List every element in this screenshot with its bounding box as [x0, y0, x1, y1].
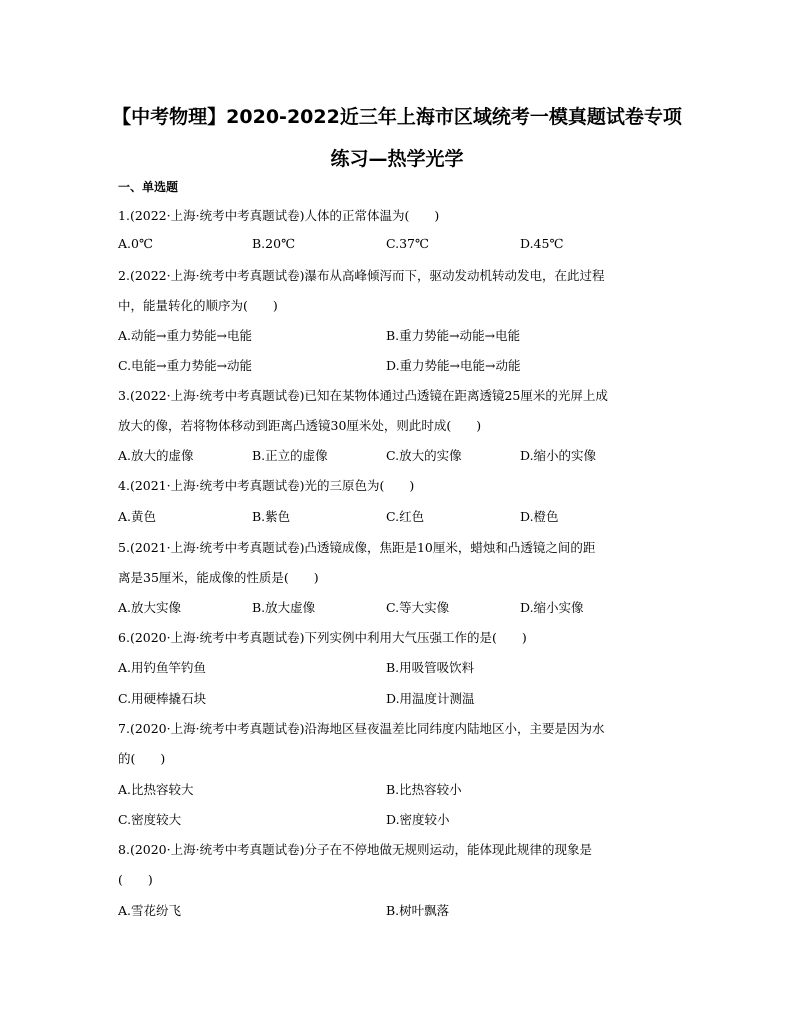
question-7: 7.(2020·上海·统考中考真题试卷)沿海地区昼夜温差比同纬度内陆地区小，主要是因为水 [118, 721, 605, 736]
q4-option-d: D.橙色 [520, 509, 559, 524]
q3-option-a: A.放大的虚像 [118, 448, 194, 463]
q5-option-b: B.放大虚像 [252, 600, 316, 615]
section-heading: 一、单选题 [118, 180, 179, 194]
question-2: 2.(2022·上海·统考中考真题试卷)瀑布从高峰倾泻而下，驱动发动机转动发电，在此过程 [118, 268, 605, 283]
question-7-cont: 的( ) [118, 751, 166, 766]
q3-option-b: B.正立的虚像 [252, 448, 328, 463]
q8-option-b: B.树叶飘落 [386, 903, 450, 918]
question-4: 4.(2021·上海·统考中考真题试卷)光的三原色为( ) [118, 478, 415, 493]
q1-option-b: B.20℃ [252, 236, 296, 251]
question-5: 5.(2021·上海·统考中考真题试卷)凸透镜成像，焦距是10厘米，蜡烛和凸透镜之间的距 [118, 540, 596, 555]
q5-option-c: C.等大实像 [386, 600, 450, 615]
document-title-line-2: 练习—热学光学 [330, 148, 464, 170]
q1-option-d: D.45℃ [520, 236, 564, 251]
question-2-cont: 中，能量转化的顺序为( ) [118, 298, 278, 313]
q6-option-b: B.用吸管吸饮料 [386, 660, 475, 675]
question-3: 3.(2022·上海·统考中考真题试卷)已知在某物体通过凸透镜在距离透镜25厘米的光屏上成 [118, 388, 608, 403]
q2-option-b: B.重力势能→动能→电能 [386, 328, 521, 343]
q1-option-a: A.0℃ [118, 236, 153, 251]
q6-option-d: D.用温度计测温 [386, 691, 475, 706]
q2-option-c: C.电能→重力势能→动能 [118, 358, 253, 373]
q2-option-d: D.重力势能→电能→动能 [386, 358, 521, 373]
q5-option-d: D.缩小实像 [520, 600, 584, 615]
question-8-cont: ( ) [118, 872, 153, 887]
q5-option-a: A.放大实像 [118, 600, 182, 615]
q8-option-a: A.雪花纷飞 [118, 903, 182, 918]
question-3-cont: 放大的像，若将物体移动到距离凸透镜30厘米处，则此时成( ) [118, 418, 482, 433]
question-6: 6.(2020·上海·统考中考真题试卷)下列实例中利用大气压强工作的是( ) [118, 630, 527, 645]
q4-option-a: A.黄色 [118, 509, 157, 524]
q4-option-b: B.紫色 [252, 509, 291, 524]
q7-option-c: C.密度较大 [118, 812, 182, 827]
question-5-cont: 离是35厘米，能成像的性质是( ) [118, 570, 319, 585]
q6-option-c: C.用硬棒撬石块 [118, 691, 207, 706]
q7-option-d: D.密度较小 [386, 812, 450, 827]
question-1: 1.(2022·上海·统考中考真题试卷)人体的正常体温为( ) [118, 208, 440, 223]
q3-option-c: C.放大的实像 [386, 448, 462, 463]
q4-option-c: C.红色 [386, 509, 425, 524]
q7-option-b: B.比热容较小 [386, 782, 462, 797]
q2-option-a: A.动能→重力势能→电能 [118, 328, 252, 343]
q7-option-a: A.比热容较大 [118, 782, 194, 797]
q6-option-a: A.用钓鱼竿钓鱼 [118, 660, 207, 675]
document-title-line-1: 【中考物理】2020-2022近三年上海市区域统考一模真题试卷专项 [112, 106, 682, 128]
q3-option-d: D.缩小的实像 [520, 448, 597, 463]
q1-option-c: C.37℃ [386, 236, 429, 251]
question-8: 8.(2020·上海·统考中考真题试卷)分子在不停地做无规则运动，能体现此规律的现象是 [118, 842, 592, 857]
